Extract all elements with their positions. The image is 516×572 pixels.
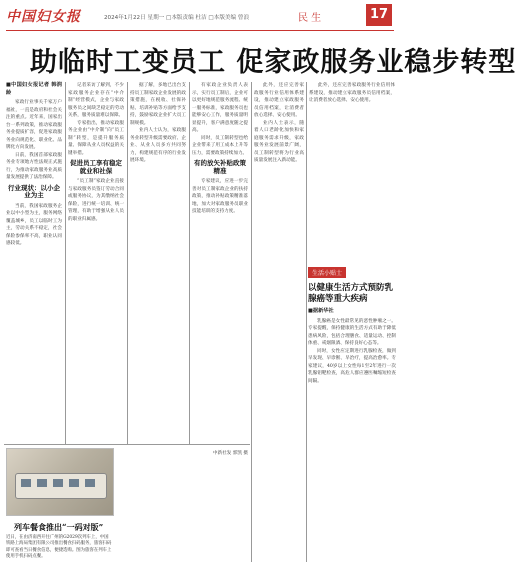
caption-text: 近日，在由济南西开往广州的G2029次列车上，中国铁路上海局集团有限公司推出餐食扫码服务，旅客扫码即可查看当日餐食信息，便捷选购。图为旅客在列车上使用手机扫码点餐。 <box>6 535 112 560</box>
masthead <box>6 4 394 31</box>
article-paragraph: 此外，还应完善家政服务行业信用体系建设，推动建立家政服务员信用档案，让消费者放心选择、安心使用。 <box>254 83 304 118</box>
article-paragraph: 当前，我国家政服务企业以中小型为主，服务网络覆盖城乡，员工以临时工为主，劳动关系不稳定，社会保险参保率不高，职业认同感较低。 <box>6 203 62 246</box>
article-column-4 <box>192 82 248 444</box>
tips-title: 以健康生活方式预防乳腺癌等重大疾病 <box>308 283 394 304</box>
section-subhead: 促进员工享有稳定就业和社保 <box>70 159 122 175</box>
train-window <box>37 479 47 487</box>
article-column-1 <box>6 82 62 444</box>
article-paragraph: 专家指出，推动家政服务企业由“中介制”向“员工制”转型，是提升服务质量、保障从业人员权益的关键举措。 <box>68 120 124 156</box>
article-paragraph: 业内人士认为，家政服务业转型升级需要政府、企业、从业人员多方共同努力，构建规范有序的行业发展环境。 <box>130 128 186 163</box>
train-window <box>85 479 95 487</box>
tips-body <box>308 308 396 548</box>
section-name: 民 生 <box>298 13 322 24</box>
article-paragraph: 此外，还应完善家政服务行业信用体系建设，推动建立家政服务员信用档案，让消费者放心选择、安心使用。 <box>309 83 395 103</box>
article-paragraph: 有家政企业负责人表示，实行员工制后，企业可以更好地规范服务流程、统一服务标准，家政服务员也能够安心工作，服务质量明显提升，客户满意度随之提高。 <box>192 83 248 133</box>
tips-tag: 生活小贴士 <box>308 267 346 278</box>
tips-source: ■据新华社 <box>308 308 334 314</box>
article-paragraph: 同时，员工制转型也给企业带来了用工成本上升等压力，需要政策持续加力。 <box>192 135 248 156</box>
column-divider <box>127 82 128 444</box>
page-headline: 助临时工变员工 促家政服务业稳步转型 <box>30 47 516 78</box>
column-divider <box>306 82 307 562</box>
photo-caption <box>6 535 112 561</box>
photo-credit: 中新社发 郭凯 摄 <box>212 451 248 456</box>
section-subhead: 有的放矢补贴政策精准 <box>194 159 246 175</box>
article-paragraph: “员工制”家政企业直接与家政服务员签订劳动合同或服务协议，为其缴纳社会保险，进行统一培训、统一管理，有助于增强从业人员的职业归属感。 <box>68 179 124 222</box>
train-window <box>53 479 63 487</box>
article-column-2 <box>68 82 124 444</box>
tips-sidebox <box>308 260 396 548</box>
article-paragraph: 家政行业事关千家万户福祉，一直是政府和社会关注的重点。近年来，国家出台一系列政策，推动家政服务业提质扩容，促进家政服务业向规范化、职业化、品牌化方向发展。 <box>6 100 62 150</box>
article-paragraph: 记者采访了解到，不少家政服务企业存在“中介制”经营模式，企业与家政服务员之间缺乏稳定的劳动关系，服务质量难以保障。 <box>68 83 124 118</box>
article-paragraph: 专家建议，应进一步完善对员工制家政企业的扶持政策，推动补贴政策精准落地，加大对家政服务员职业技能培训的支持力度。 <box>192 179 248 214</box>
section-divider <box>4 444 250 445</box>
photo-title: 列车餐食推出“一码对版” <box>14 522 104 532</box>
news-photo <box>6 448 114 516</box>
tips-paragraph: 同时，女性应定期进行乳腺检查，做到早发现、早诊断、早治疗，提高治愈率。专家建议，40岁以上女性每1至2年进行一次乳腺钼靶检查，高危人群应遵医嘱缩短检查间隔。 <box>308 348 396 384</box>
article-column-6 <box>309 82 395 254</box>
page-number: 17 <box>366 4 392 26</box>
column-divider <box>189 82 190 444</box>
article-paragraph: 据了解，多地已出台支持员工制家政企业发展的政策措施，在税收、社保补贴、培训补贴等方面给予支持，鼓励家政企业扩大员工制规模。 <box>130 83 186 126</box>
column-divider <box>251 82 252 562</box>
article-column-3 <box>130 82 186 444</box>
tips-paragraph: 乳腺癌是女性最常见的恶性肿瘤之一。专家提醒，保持健康的生活方式有助于降低患病风险，包括合理膳食、适量运动、控制体重、戒烟限酒、保持良好心态等。 <box>308 318 396 346</box>
dateline: 2024年1月22日 星期一 □本版责编 杜洁 □本版美编 曾浪 <box>104 15 250 21</box>
train-window <box>69 479 79 487</box>
article-column-5 <box>254 82 304 562</box>
train-window <box>21 479 31 487</box>
article-paragraph: 日前，我国首部家政服务业专项地方性法规正式施行，为推动家政服务业高质量发展提供了法治保障。 <box>6 152 62 180</box>
column-divider <box>65 82 66 444</box>
newspaper-logo: 中国妇女报 <box>6 9 81 25</box>
section-subhead: 行业现状：以小企业为主 <box>8 183 60 199</box>
byline: ■中国妇女报记者 韩润龄 <box>6 82 62 96</box>
article-paragraph: 业内人士表示，随着人口老龄化加快和家庭服务需求升级，家政服务业发展前景广阔，员工制转型将为行业高质量发展注入新动能。 <box>254 120 304 163</box>
